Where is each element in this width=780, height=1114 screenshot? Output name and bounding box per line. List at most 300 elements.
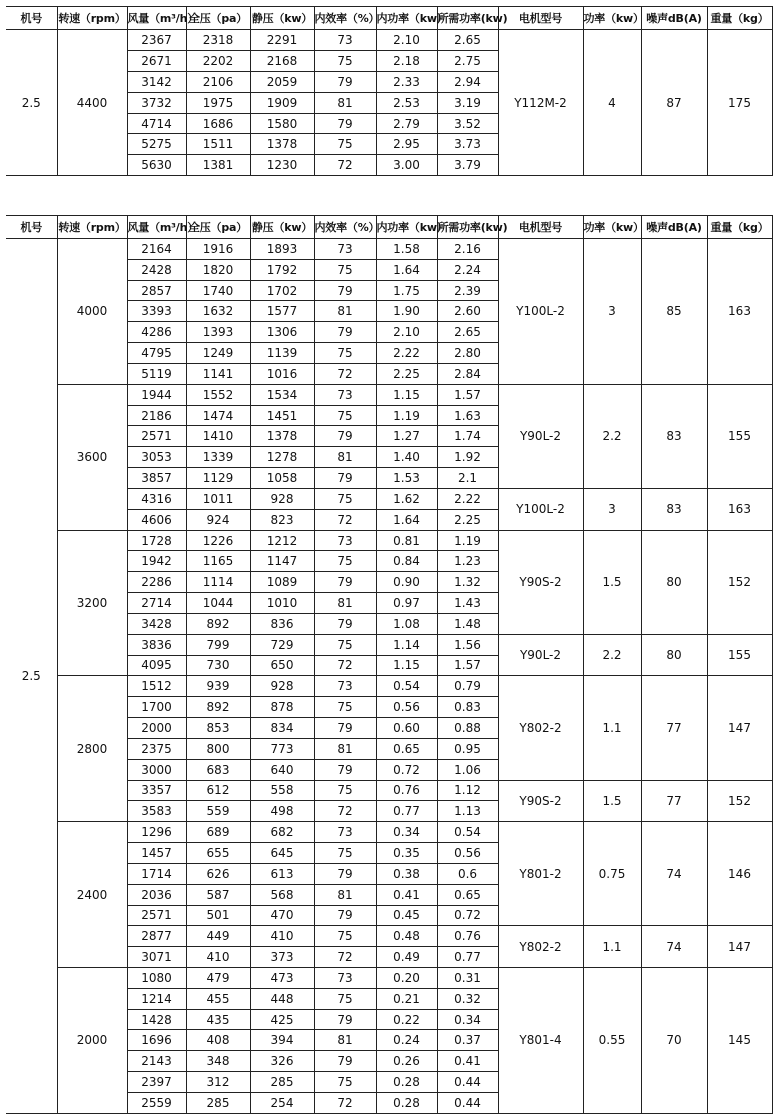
cell-internal-power: 2.25 — [376, 363, 437, 384]
cell-required-power: 0.31 — [437, 967, 498, 988]
cell-noise: 83 — [641, 488, 707, 530]
cell-weight: 152 — [707, 780, 772, 822]
cell-airflow: 2877 — [127, 926, 186, 947]
cell-motor-model: Y90S-2 — [498, 530, 583, 634]
cell-static-pressure: 1534 — [250, 384, 314, 405]
cell-static-pressure: 1016 — [250, 363, 314, 384]
cell-static-pressure: 645 — [250, 843, 314, 864]
cell-required-power: 2.94 — [437, 71, 498, 92]
cell-static-pressure: 1306 — [250, 322, 314, 343]
cell-noise: 80 — [641, 530, 707, 634]
cell-total-pressure: 2202 — [186, 50, 250, 71]
cell-model: 2.5 — [6, 30, 57, 176]
cell-required-power: 1.48 — [437, 613, 498, 634]
cell-required-power: 0.83 — [437, 697, 498, 718]
cell-internal-power: 2.22 — [376, 343, 437, 364]
cell-required-power: 2.1 — [437, 468, 498, 489]
cell-internal-efficiency: 72 — [314, 1092, 376, 1113]
cell-noise: 80 — [641, 634, 707, 676]
cell-static-pressure: 568 — [250, 884, 314, 905]
cell-total-pressure: 1740 — [186, 280, 250, 301]
cell-airflow: 2367 — [127, 30, 186, 51]
cell-airflow: 4606 — [127, 509, 186, 530]
cell-static-pressure: 394 — [250, 1030, 314, 1051]
cell-required-power: 2.39 — [437, 280, 498, 301]
cell-static-pressure: 729 — [250, 634, 314, 655]
cell-motor-model: Y100L-2 — [498, 488, 583, 530]
cell-motor-power: 1.1 — [583, 676, 641, 780]
cell-internal-efficiency: 73 — [314, 967, 376, 988]
cell-total-pressure: 2318 — [186, 30, 250, 51]
cell-internal-efficiency: 75 — [314, 988, 376, 1009]
cell-total-pressure: 655 — [186, 843, 250, 864]
cell-airflow: 4286 — [127, 322, 186, 343]
cell-motor-model: Y112M-2 — [498, 30, 583, 176]
cell-noise: 70 — [641, 967, 707, 1113]
cell-static-pressure: 613 — [250, 863, 314, 884]
cell-total-pressure: 689 — [186, 822, 250, 843]
cell-internal-efficiency: 75 — [314, 551, 376, 572]
cell-motor-power: 3 — [583, 488, 641, 530]
cell-internal-power: 0.38 — [376, 863, 437, 884]
cell-required-power: 0.65 — [437, 884, 498, 905]
cell-static-pressure: 558 — [250, 780, 314, 801]
cell-internal-power: 0.77 — [376, 801, 437, 822]
cell-motor-power: 1.5 — [583, 530, 641, 634]
cell-airflow: 2714 — [127, 593, 186, 614]
cell-airflow: 4714 — [127, 113, 186, 134]
cell-required-power: 0.95 — [437, 738, 498, 759]
cell-required-power: 1.74 — [437, 426, 498, 447]
cell-motor-model: Y100L-2 — [498, 239, 583, 385]
cell-static-pressure: 640 — [250, 759, 314, 780]
cell-airflow: 2143 — [127, 1051, 186, 1072]
cell-speed: 2000 — [57, 967, 127, 1113]
cell-noise: 74 — [641, 926, 707, 968]
cell-total-pressure: 1141 — [186, 363, 250, 384]
cell-internal-power: 0.34 — [376, 822, 437, 843]
header-internal-efficiency: 内效率（%） — [314, 216, 376, 239]
cell-static-pressure: 878 — [250, 697, 314, 718]
cell-internal-power: 2.33 — [376, 71, 437, 92]
cell-total-pressure: 1226 — [186, 530, 250, 551]
cell-internal-power: 1.64 — [376, 509, 437, 530]
cell-internal-efficiency: 79 — [314, 863, 376, 884]
cell-static-pressure: 1577 — [250, 301, 314, 322]
cell-airflow: 3857 — [127, 468, 186, 489]
cell-internal-power: 0.26 — [376, 1051, 437, 1072]
cell-total-pressure: 1044 — [186, 593, 250, 614]
cell-required-power: 1.12 — [437, 780, 498, 801]
cell-static-pressure: 425 — [250, 1009, 314, 1030]
table-row — [6, 530, 772, 551]
cell-static-pressure: 1278 — [250, 447, 314, 468]
cell-static-pressure: 1139 — [250, 343, 314, 364]
cell-total-pressure: 612 — [186, 780, 250, 801]
cell-noise: 77 — [641, 676, 707, 780]
cell-internal-efficiency: 79 — [314, 613, 376, 634]
cell-total-pressure: 1975 — [186, 92, 250, 113]
cell-motor-power: 2.2 — [583, 634, 641, 676]
cell-internal-power: 0.65 — [376, 738, 437, 759]
header-weight: 重量（kg） — [707, 216, 772, 239]
cell-static-pressure: 1058 — [250, 468, 314, 489]
cell-airflow: 2186 — [127, 405, 186, 426]
cell-required-power: 0.37 — [437, 1030, 498, 1051]
cell-airflow: 4316 — [127, 488, 186, 509]
cell-internal-efficiency: 73 — [314, 676, 376, 697]
cell-internal-efficiency: 75 — [314, 634, 376, 655]
cell-required-power: 1.56 — [437, 634, 498, 655]
cell-total-pressure: 559 — [186, 801, 250, 822]
cell-internal-power: 0.24 — [376, 1030, 437, 1051]
cell-total-pressure: 1410 — [186, 426, 250, 447]
cell-internal-power: 1.64 — [376, 259, 437, 280]
header-internal-power: 内功率（kw） — [376, 7, 437, 30]
cell-required-power: 1.06 — [437, 759, 498, 780]
header-noise: 噪声dB(A) — [641, 7, 707, 30]
cell-motor-model: Y802-2 — [498, 676, 583, 780]
cell-static-pressure: 1378 — [250, 426, 314, 447]
cell-total-pressure: 410 — [186, 947, 250, 968]
cell-internal-power: 2.79 — [376, 113, 437, 134]
cell-motor-model: Y90L-2 — [498, 384, 583, 488]
cell-airflow: 1728 — [127, 530, 186, 551]
cell-weight: 147 — [707, 926, 772, 968]
cell-weight: 175 — [707, 30, 772, 176]
cell-internal-power: 2.10 — [376, 30, 437, 51]
cell-total-pressure: 626 — [186, 863, 250, 884]
cell-total-pressure: 800 — [186, 738, 250, 759]
cell-static-pressure: 1580 — [250, 113, 314, 134]
cell-internal-power: 1.75 — [376, 280, 437, 301]
cell-internal-power: 0.90 — [376, 572, 437, 593]
cell-internal-power: 0.81 — [376, 530, 437, 551]
cell-internal-power: 2.53 — [376, 92, 437, 113]
cell-internal-efficiency: 79 — [314, 322, 376, 343]
cell-static-pressure: 285 — [250, 1072, 314, 1093]
cell-airflow: 1296 — [127, 822, 186, 843]
cell-static-pressure: 254 — [250, 1092, 314, 1113]
cell-internal-efficiency: 75 — [314, 259, 376, 280]
cell-required-power: 0.79 — [437, 676, 498, 697]
table-row — [6, 967, 772, 988]
cell-internal-power: 0.21 — [376, 988, 437, 1009]
cell-total-pressure: 1393 — [186, 322, 250, 343]
cell-noise: 77 — [641, 780, 707, 822]
header-row — [6, 216, 772, 239]
cell-total-pressure: 501 — [186, 905, 250, 926]
cell-total-pressure: 449 — [186, 926, 250, 947]
cell-static-pressure: 373 — [250, 947, 314, 968]
cell-required-power: 0.76 — [437, 926, 498, 947]
cell-required-power: 1.63 — [437, 405, 498, 426]
cell-required-power: 0.44 — [437, 1092, 498, 1113]
cell-required-power: 2.84 — [437, 363, 498, 384]
cell-static-pressure: 470 — [250, 905, 314, 926]
cell-static-pressure: 834 — [250, 718, 314, 739]
cell-internal-power: 2.95 — [376, 134, 437, 155]
cell-motor-power: 0.55 — [583, 967, 641, 1113]
cell-internal-efficiency: 75 — [314, 50, 376, 71]
cell-motor-model: Y90S-2 — [498, 780, 583, 822]
cell-speed: 2800 — [57, 676, 127, 822]
cell-internal-efficiency: 79 — [314, 280, 376, 301]
header-row — [6, 7, 772, 30]
fan-performance-table-1 — [6, 6, 773, 176]
cell-airflow: 2375 — [127, 738, 186, 759]
cell-weight: 152 — [707, 530, 772, 634]
header-motor-model: 电机型号 — [498, 7, 583, 30]
table-row — [6, 676, 772, 697]
cell-noise: 87 — [641, 30, 707, 176]
cell-internal-power: 1.40 — [376, 447, 437, 468]
cell-internal-power: 0.48 — [376, 926, 437, 947]
cell-static-pressure: 1792 — [250, 259, 314, 280]
cell-total-pressure: 799 — [186, 634, 250, 655]
cell-total-pressure: 1339 — [186, 447, 250, 468]
cell-internal-efficiency: 75 — [314, 488, 376, 509]
header-required-power: 所需功率(kw) — [437, 7, 498, 30]
cell-airflow: 3071 — [127, 947, 186, 968]
cell-internal-efficiency: 79 — [314, 426, 376, 447]
cell-internal-power: 1.27 — [376, 426, 437, 447]
cell-internal-power: 1.19 — [376, 405, 437, 426]
cell-internal-efficiency: 79 — [314, 71, 376, 92]
cell-required-power: 2.65 — [437, 30, 498, 51]
cell-static-pressure: 1378 — [250, 134, 314, 155]
cell-airflow: 4095 — [127, 655, 186, 676]
header-internal-efficiency: 内效率（%） — [314, 7, 376, 30]
cell-internal-power: 1.62 — [376, 488, 437, 509]
cell-required-power: 0.56 — [437, 843, 498, 864]
cell-weight: 145 — [707, 967, 772, 1113]
cell-total-pressure: 1474 — [186, 405, 250, 426]
cell-static-pressure: 1451 — [250, 405, 314, 426]
cell-static-pressure: 498 — [250, 801, 314, 822]
cell-internal-efficiency: 79 — [314, 905, 376, 926]
cell-weight: 163 — [707, 488, 772, 530]
cell-static-pressure: 1010 — [250, 593, 314, 614]
cell-airflow: 2559 — [127, 1092, 186, 1113]
cell-internal-power: 0.97 — [376, 593, 437, 614]
cell-total-pressure: 1381 — [186, 155, 250, 176]
cell-static-pressure: 410 — [250, 926, 314, 947]
cell-required-power: 1.43 — [437, 593, 498, 614]
cell-airflow: 1714 — [127, 863, 186, 884]
cell-total-pressure: 1820 — [186, 259, 250, 280]
cell-internal-efficiency: 75 — [314, 780, 376, 801]
cell-weight: 163 — [707, 239, 772, 385]
cell-airflow: 3142 — [127, 71, 186, 92]
header-model: 机号 — [6, 216, 57, 239]
cell-airflow: 2036 — [127, 884, 186, 905]
cell-required-power: 2.25 — [437, 509, 498, 530]
cell-static-pressure: 928 — [250, 676, 314, 697]
cell-required-power: 1.23 — [437, 551, 498, 572]
cell-static-pressure: 2059 — [250, 71, 314, 92]
cell-required-power: 0.41 — [437, 1051, 498, 1072]
cell-internal-efficiency: 81 — [314, 92, 376, 113]
cell-internal-power: 0.35 — [376, 843, 437, 864]
cell-total-pressure: 939 — [186, 676, 250, 697]
cell-required-power: 3.19 — [437, 92, 498, 113]
table-row — [6, 384, 772, 405]
cell-internal-power: 0.84 — [376, 551, 437, 572]
cell-internal-power: 0.28 — [376, 1092, 437, 1113]
cell-airflow: 1944 — [127, 384, 186, 405]
cell-static-pressure: 682 — [250, 822, 314, 843]
cell-required-power: 2.16 — [437, 239, 498, 260]
cell-internal-efficiency: 75 — [314, 926, 376, 947]
cell-total-pressure: 435 — [186, 1009, 250, 1030]
cell-total-pressure: 1916 — [186, 239, 250, 260]
cell-total-pressure: 587 — [186, 884, 250, 905]
cell-static-pressure: 2168 — [250, 50, 314, 71]
cell-motor-model: Y90L-2 — [498, 634, 583, 676]
cell-required-power: 3.73 — [437, 134, 498, 155]
cell-internal-power: 0.60 — [376, 718, 437, 739]
cell-internal-power: 0.41 — [376, 884, 437, 905]
cell-noise: 83 — [641, 384, 707, 488]
cell-airflow: 1428 — [127, 1009, 186, 1030]
cell-total-pressure: 455 — [186, 988, 250, 1009]
cell-static-pressure: 1147 — [250, 551, 314, 572]
cell-airflow: 2571 — [127, 905, 186, 926]
cell-internal-efficiency: 81 — [314, 447, 376, 468]
cell-total-pressure: 312 — [186, 1072, 250, 1093]
cell-required-power: 1.19 — [437, 530, 498, 551]
cell-internal-efficiency: 73 — [314, 30, 376, 51]
cell-airflow: 1696 — [127, 1030, 186, 1051]
cell-total-pressure: 1552 — [186, 384, 250, 405]
cell-airflow: 3732 — [127, 92, 186, 113]
cell-total-pressure: 924 — [186, 509, 250, 530]
cell-model: 2.5 — [6, 239, 57, 1114]
cell-static-pressure: 1230 — [250, 155, 314, 176]
cell-motor-power: 2.2 — [583, 384, 641, 488]
cell-airflow: 3393 — [127, 301, 186, 322]
cell-internal-efficiency: 72 — [314, 509, 376, 530]
cell-internal-power: 0.28 — [376, 1072, 437, 1093]
cell-airflow: 2286 — [127, 572, 186, 593]
cell-airflow: 2397 — [127, 1072, 186, 1093]
cell-internal-power: 0.49 — [376, 947, 437, 968]
cell-weight: 147 — [707, 676, 772, 780]
cell-internal-efficiency: 75 — [314, 343, 376, 364]
cell-total-pressure: 1249 — [186, 343, 250, 364]
cell-airflow: 1080 — [127, 967, 186, 988]
cell-internal-efficiency: 75 — [314, 843, 376, 864]
cell-internal-efficiency: 81 — [314, 884, 376, 905]
header-internal-power: 内功率（kw） — [376, 216, 437, 239]
cell-total-pressure: 892 — [186, 697, 250, 718]
cell-internal-power: 0.20 — [376, 967, 437, 988]
cell-required-power: 0.88 — [437, 718, 498, 739]
cell-required-power: 3.52 — [437, 113, 498, 134]
cell-internal-efficiency: 79 — [314, 572, 376, 593]
cell-total-pressure: 1165 — [186, 551, 250, 572]
cell-total-pressure: 730 — [186, 655, 250, 676]
cell-internal-efficiency: 73 — [314, 530, 376, 551]
cell-internal-efficiency: 72 — [314, 801, 376, 822]
cell-static-pressure: 823 — [250, 509, 314, 530]
cell-static-pressure: 1702 — [250, 280, 314, 301]
cell-internal-power: 0.76 — [376, 780, 437, 801]
cell-required-power: 0.72 — [437, 905, 498, 926]
cell-internal-efficiency: 73 — [314, 822, 376, 843]
cell-airflow: 4795 — [127, 343, 186, 364]
cell-internal-efficiency: 75 — [314, 134, 376, 155]
cell-static-pressure: 2291 — [250, 30, 314, 51]
cell-weight: 155 — [707, 384, 772, 488]
cell-internal-power: 1.58 — [376, 239, 437, 260]
cell-internal-power: 2.10 — [376, 322, 437, 343]
cell-static-pressure: 448 — [250, 988, 314, 1009]
cell-internal-efficiency: 72 — [314, 655, 376, 676]
cell-static-pressure: 773 — [250, 738, 314, 759]
cell-required-power: 1.13 — [437, 801, 498, 822]
cell-airflow: 3357 — [127, 780, 186, 801]
cell-internal-efficiency: 73 — [314, 239, 376, 260]
cell-motor-model: Y801-4 — [498, 967, 583, 1113]
cell-airflow: 2857 — [127, 280, 186, 301]
cell-required-power: 2.80 — [437, 343, 498, 364]
cell-internal-power: 1.53 — [376, 468, 437, 489]
cell-internal-efficiency: 79 — [314, 718, 376, 739]
cell-internal-power: 0.72 — [376, 759, 437, 780]
cell-motor-model: Y802-2 — [498, 926, 583, 968]
cell-total-pressure: 1632 — [186, 301, 250, 322]
header-speed: 转速（rpm） — [57, 7, 127, 30]
header-total-pressure: 全压（pa） — [186, 7, 250, 30]
cell-motor-model: Y801-2 — [498, 822, 583, 926]
cell-motor-power: 1.5 — [583, 780, 641, 822]
cell-motor-power: 0.75 — [583, 822, 641, 926]
cell-static-pressure: 836 — [250, 613, 314, 634]
cell-internal-power: 0.45 — [376, 905, 437, 926]
header-required-power: 所需功率(kw) — [437, 216, 498, 239]
header-speed: 转速（rpm） — [57, 216, 127, 239]
header-static-pressure: 静压（kw） — [250, 216, 314, 239]
table-2-body — [6, 239, 772, 1114]
cell-airflow: 5630 — [127, 155, 186, 176]
cell-speed: 3200 — [57, 530, 127, 676]
cell-internal-power: 1.90 — [376, 301, 437, 322]
cell-internal-power: 0.56 — [376, 697, 437, 718]
cell-airflow: 1942 — [127, 551, 186, 572]
cell-internal-power: 1.15 — [376, 384, 437, 405]
header-total-pressure: 全压（pa） — [186, 216, 250, 239]
header-noise: 噪声dB(A) — [641, 216, 707, 239]
header-weight: 重量（kg） — [707, 7, 772, 30]
cell-weight: 155 — [707, 634, 772, 676]
cell-internal-efficiency: 75 — [314, 1072, 376, 1093]
cell-required-power: 0.34 — [437, 1009, 498, 1030]
cell-internal-power: 3.00 — [376, 155, 437, 176]
cell-internal-efficiency: 73 — [314, 384, 376, 405]
cell-weight: 146 — [707, 822, 772, 926]
cell-total-pressure: 1686 — [186, 113, 250, 134]
table-row — [6, 239, 772, 260]
cell-static-pressure: 1893 — [250, 239, 314, 260]
cell-noise: 85 — [641, 239, 707, 385]
cell-airflow: 5275 — [127, 134, 186, 155]
cell-internal-efficiency: 79 — [314, 468, 376, 489]
cell-internal-power: 0.54 — [376, 676, 437, 697]
cell-required-power: 0.44 — [437, 1072, 498, 1093]
cell-internal-power: 1.15 — [376, 655, 437, 676]
